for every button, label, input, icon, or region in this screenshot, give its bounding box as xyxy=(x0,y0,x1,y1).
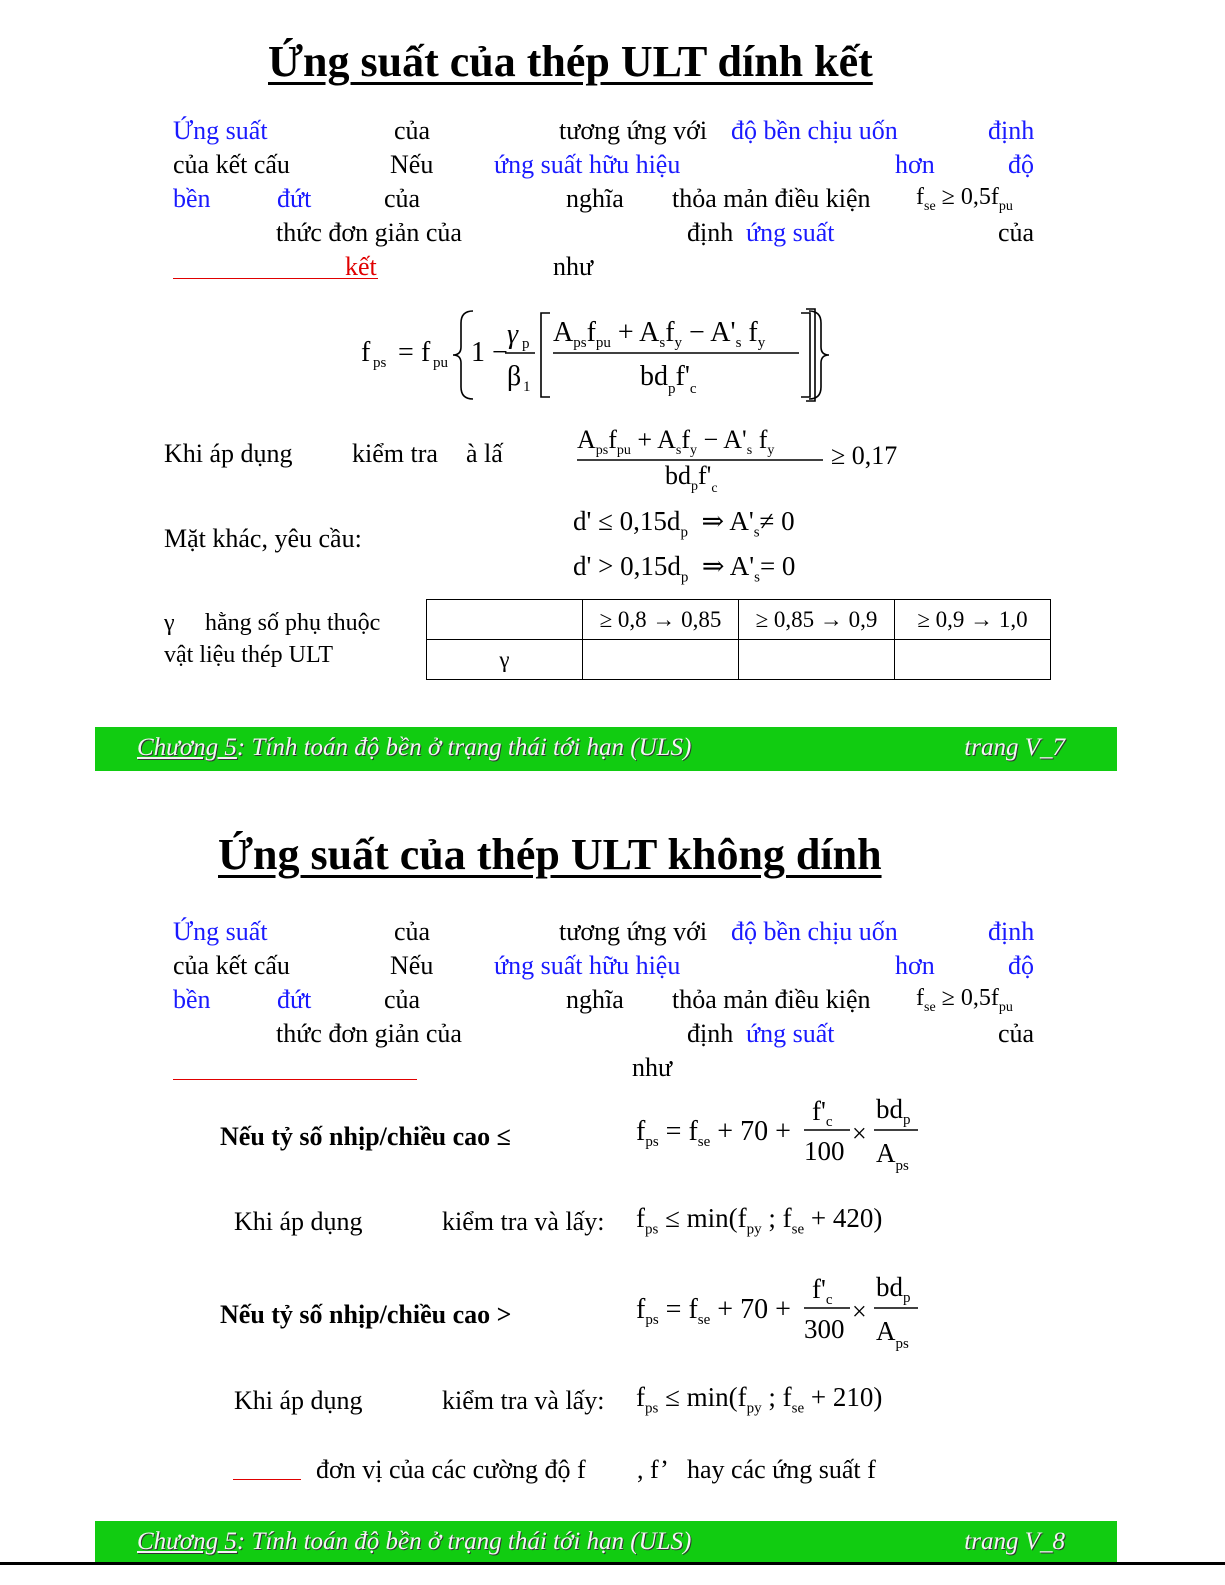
svg-text:β: β xyxy=(507,361,522,392)
gamma-table-row xyxy=(427,640,1051,680)
svg-text:≥ 0,17: ≥ 0,17 xyxy=(831,441,898,470)
p1-l1-e: định xyxy=(988,116,1035,145)
p1-l4-a: thức đơn giản của xyxy=(276,218,462,247)
p2-l2-c: ứng suất hữu hiệu xyxy=(494,951,681,980)
p2-l4-d: của xyxy=(998,1019,1035,1048)
p1-l5-a: kết xyxy=(345,252,377,281)
case1-check-label-a: Khi áp dụng xyxy=(234,1207,363,1236)
p1-l2-b: Nếu xyxy=(390,150,434,179)
gamma-desc-2: vật liệu thép ULT xyxy=(164,642,334,668)
p1-l3-a: bền xyxy=(173,184,211,213)
check-label-a: Khi áp dụng xyxy=(164,439,293,468)
slide2-footer xyxy=(95,1521,1117,1565)
svg-text:fps = fse + 70 +: $f_{ps} = f_{se} + 70$ + xyxy=(636,1116,791,1150)
requirement-1: $d' \le 0,15d_p$ ⇒ $A'_s\ne 0$ xyxy=(573,506,795,541)
p2-l4-a: thức đơn giản của xyxy=(276,1019,462,1048)
p1-l1-c: tương ứng với xyxy=(559,116,708,145)
case2-formula xyxy=(632,1268,932,1358)
svg-text:pu: pu xyxy=(433,355,448,371)
slide2-title: Ứng suất của thép ULT không dính xyxy=(218,830,882,879)
p2-l2-b: Nếu xyxy=(390,951,434,980)
gamma-table-cell: ≥ 0,9 → 1,0 xyxy=(895,600,1051,640)
p2-l2-a: của kết cấu xyxy=(173,951,290,980)
svg-text:p: p xyxy=(522,336,530,352)
p2-l1-e: định xyxy=(988,917,1035,946)
p2-l1-c: tương ứng với xyxy=(559,917,708,946)
svg-text:bdp: $bd_p$ xyxy=(876,1272,911,1306)
svg-text:Apsfpu + Asfy − A's fy: $A_{ps}f_{pu} + A_sf_y - A'_s$ $f_y$ xyxy=(553,317,766,351)
p1-l1-b: của xyxy=(394,116,431,145)
slide1-title: Ứng suất của thép ULT dính kết xyxy=(268,37,873,86)
gamma-symbol: γ xyxy=(164,610,175,636)
p2-l3-e: thỏa mản điều kiện xyxy=(672,985,871,1014)
p1-l2-e: độ xyxy=(1008,150,1034,179)
svg-text:bdpf'c: $bd_pf'_c$ xyxy=(640,361,697,397)
svg-text:bdp: $bd_p$ xyxy=(876,1094,911,1128)
svg-text:100: 100 xyxy=(804,1136,845,1166)
check-label-b: kiểm tra xyxy=(352,439,438,468)
gamma-desc-1: hằng số phụ thuộc xyxy=(205,610,381,636)
svg-text:300: 300 xyxy=(804,1314,845,1344)
p2-l3-a: bền xyxy=(173,985,211,1014)
gamma-table-cell: γ xyxy=(427,640,583,680)
case1-check: $f_{ps} \le \min(f_{py}$ ; $f_{se} + 420$) xyxy=(636,1203,883,1238)
p1-l4-d: của xyxy=(998,218,1035,247)
gamma-table-header xyxy=(427,600,1051,640)
p2-l1-a: Ứng suất xyxy=(173,917,268,946)
p1-l2-a: của kết cấu xyxy=(173,150,290,179)
p1-l3-c: của xyxy=(384,184,421,213)
p1-red-underline xyxy=(173,278,378,279)
p2-l3-d: nghĩa xyxy=(566,985,624,1014)
footer-page: trang V_7 xyxy=(964,734,1065,761)
case2-check-label-a: Khi áp dụng xyxy=(234,1386,363,1415)
case1-formula xyxy=(632,1090,932,1180)
p2-l4-c: ứng suất xyxy=(746,1019,835,1048)
svg-text:bdpf'c: $bd_pf'_c$ xyxy=(665,461,718,496)
svg-text:×: × xyxy=(852,1297,867,1326)
p1-l1-a: Ứng suất xyxy=(173,116,268,145)
other-label: Mặt khác, yêu cầu: xyxy=(164,524,362,553)
page-bottom-border xyxy=(0,1562,1225,1565)
p1-l4-b: định xyxy=(687,218,734,247)
footer-chapter: Chương 5: Tính toán độ bền ở trạng thái tới hạn (ULS) xyxy=(137,1528,692,1555)
p2-l3-c: của xyxy=(384,985,421,1014)
gamma-table-cell xyxy=(427,600,583,640)
p1-l1-d: độ bền chịu uốn xyxy=(731,116,898,145)
gamma-table-cell: ≥ 0,85 → 0,9 xyxy=(739,600,895,640)
p2-l2-e: độ xyxy=(1008,951,1034,980)
p2-red-underline xyxy=(173,1079,417,1080)
gamma-table-cell xyxy=(739,640,895,680)
units-note-c: hay các ứng suất f xyxy=(687,1455,876,1484)
case1-check-label-b: kiểm tra và lấy: xyxy=(442,1207,605,1236)
case1-label: Nếu tỷ số nhịp/chiều cao ≤ xyxy=(220,1122,511,1151)
slide1-footer xyxy=(95,727,1117,771)
svg-text:f'c: $f'_c$ xyxy=(812,1096,833,1130)
svg-text:fps = fse + 70 +: $f_{ps} = f_{se} + 70$ + xyxy=(636,1294,791,1328)
case2-check: $f_{ps} \le \min(f_{py}$ ; $f_{se} + 210$) xyxy=(636,1382,883,1417)
gamma-table-cell xyxy=(895,640,1051,680)
p1-l4-c: ứng suất xyxy=(746,218,835,247)
p2-l2-d: hơn xyxy=(895,951,935,980)
p1-l3-d: nghĩa xyxy=(566,184,624,213)
p1-l3-b: đứt xyxy=(277,184,312,213)
check-label-c: à lấ xyxy=(466,439,503,468)
svg-text:f'c: $f'_c$ xyxy=(812,1274,833,1308)
p1-l2-c: ứng suất hữu hiệu xyxy=(494,150,681,179)
svg-text:Aps: $A_{ps}$ xyxy=(876,1138,909,1174)
p1-condition: $f_{se} \ge 0,5f_{pu}$ xyxy=(916,184,1013,214)
main-formula xyxy=(355,303,835,403)
units-red-underline xyxy=(233,1479,301,1480)
gamma-table-cell: ≥ 0,8 → 0,85 xyxy=(583,600,739,640)
p1-l5-b: như xyxy=(553,252,594,281)
svg-text:γ: γ xyxy=(507,319,519,350)
case2-check-label-b: kiểm tra và lấy: xyxy=(442,1386,605,1415)
p2-l1-b: của xyxy=(394,917,431,946)
p2-condition: $f_{se} \ge 0,5f_{pu}$ xyxy=(916,985,1013,1015)
svg-text:f: f xyxy=(361,337,371,368)
units-note-b: , f’ xyxy=(637,1455,669,1484)
svg-text:f: f xyxy=(421,337,431,368)
svg-text:1: 1 xyxy=(523,379,531,395)
p2-l5-a: như xyxy=(632,1053,673,1082)
svg-text:×: × xyxy=(852,1119,867,1148)
svg-text:1 −: 1 − xyxy=(471,337,508,368)
svg-text:=: = xyxy=(398,337,414,368)
case2-label: Nếu tỷ số nhịp/chiều cao > xyxy=(220,1300,512,1329)
svg-text:ps: ps xyxy=(373,355,387,371)
requirement-2: $d' > 0,15d_p$ ⇒ $A'_s= 0$ xyxy=(573,551,796,586)
check-formula xyxy=(575,418,915,498)
p2-l3-b: đứt xyxy=(277,985,312,1014)
p1-l3-e: thỏa mản điều kiện xyxy=(672,184,871,213)
p1-l2-d: hơn xyxy=(895,150,935,179)
p2-l4-b: định xyxy=(687,1019,734,1048)
units-note-a: đơn vị của các cường độ f xyxy=(316,1455,586,1484)
svg-text:Aps: $A_{ps}$ xyxy=(876,1316,909,1352)
svg-text:Apsfpu + Asfy − A's fy: $A_{ps}f_{pu} + A_sf_y - A'_s$ $f_y$ xyxy=(577,425,775,458)
footer-chapter: Chương 5: Tính toán độ bền ở trạng thái tới hạn (ULS) xyxy=(137,734,692,761)
gamma-table xyxy=(426,599,1051,680)
p2-l1-d: độ bền chịu uốn xyxy=(731,917,898,946)
footer-page: trang V_8 xyxy=(964,1528,1065,1555)
gamma-table-cell xyxy=(583,640,739,680)
